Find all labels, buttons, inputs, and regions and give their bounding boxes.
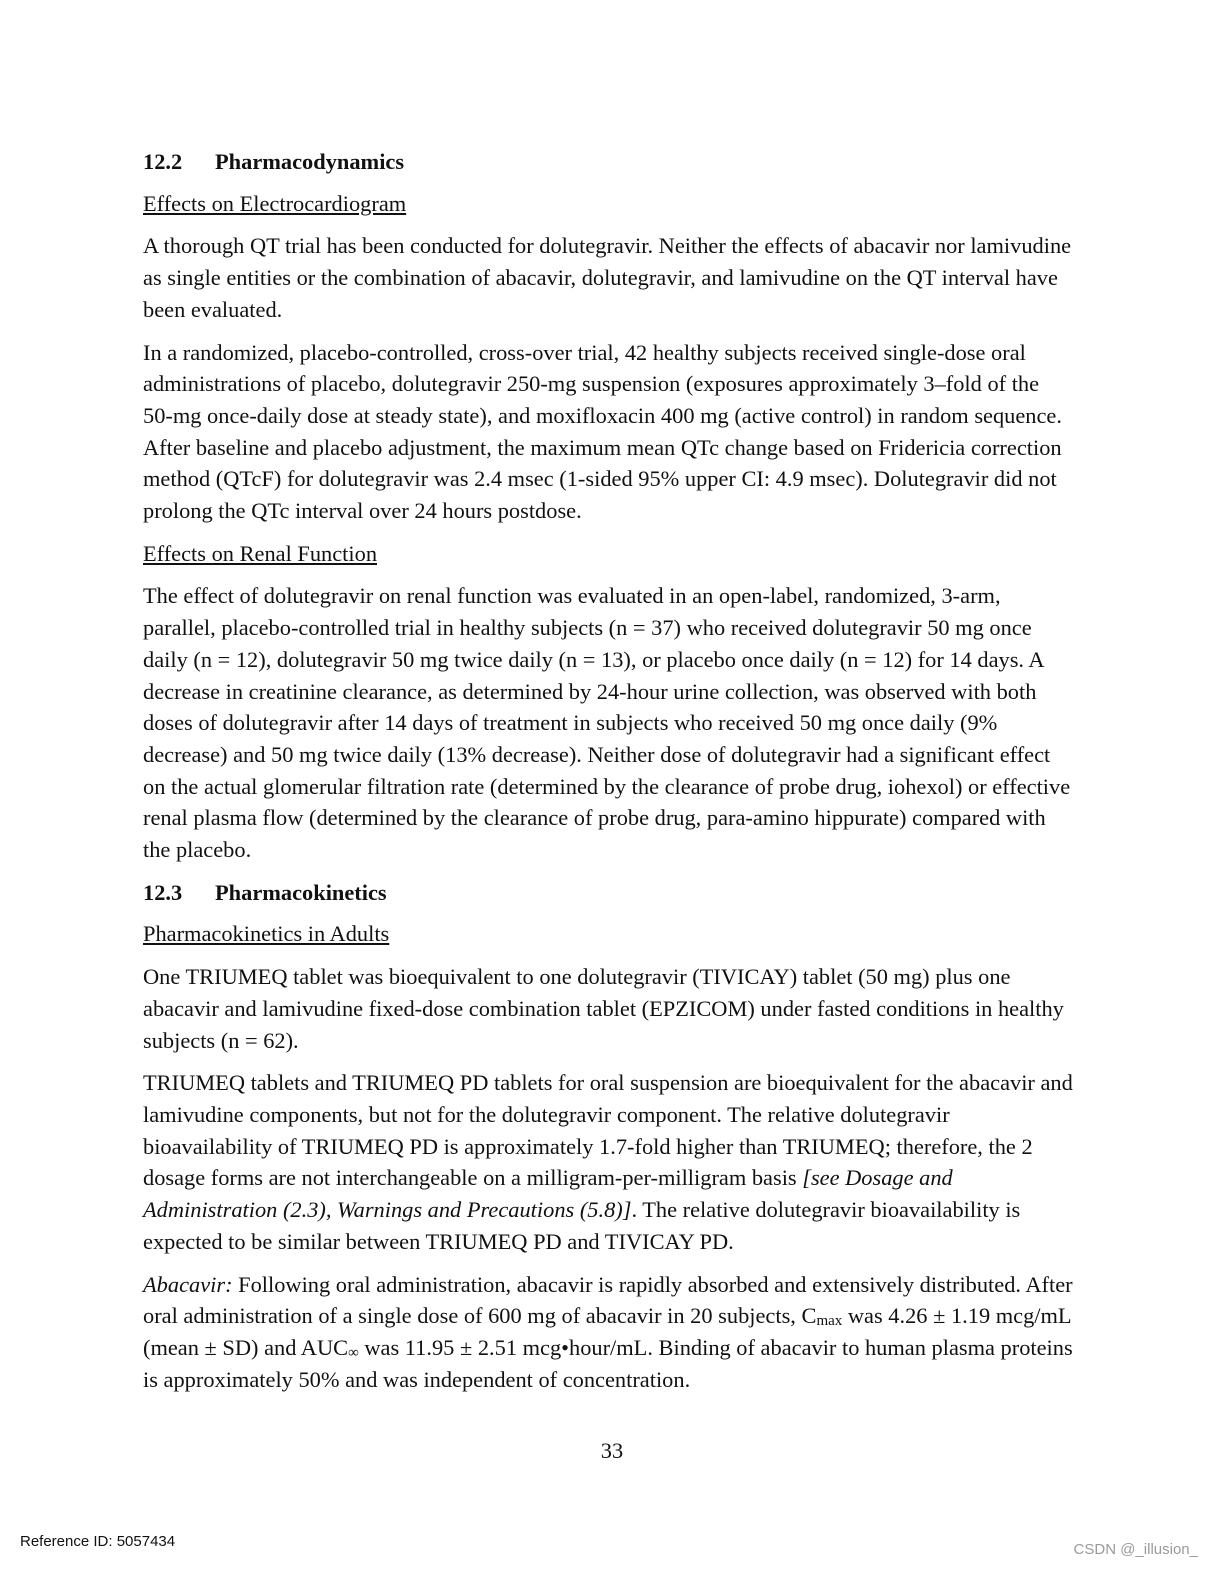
paragraph-text: . The relative dolutegravir bioavailability is expected to be similar between TRIUMEQ PD and TIVICAY PD. bbox=[143, 1197, 1021, 1254]
subheading-pk-adults: Pharmacokinetics in Adults bbox=[143, 921, 390, 947]
drug-label-abacavir: Abacavir: bbox=[143, 1271, 233, 1297]
section-number: 12.2 bbox=[143, 149, 183, 174]
paragraph-renal-1: The effect of dolutegravir on renal function was evaluated in an open-label, randomized, 3-arm, parallel, placebo-controlled trial in healthy subjects (n = 37) who received dolutegravir 50 mg once daily (n = 12), dolutegravir 50 mg twice daily (n = 13), or placebo once daily (n = 12) for 14 days. A decrease in creatinine clearance, as determined by 24-hour urine collection, was observed with both doses of dolutegravir after 14 days of treatment in subjects who received 50 mg once daily (9% decrease) and 50 mg twice daily (13% decrease). Neither dose of dolutegravir had a significant effect on the actual glomerular filtration rate (determined by the clearance of probe drug, iohexol) or effective renal plasma flow (determined by the clearance of probe drug, para-amino hippurate) compared with the placebo. bbox=[143, 583, 1071, 863]
section-heading-12-2 bbox=[143, 146, 1073, 178]
paragraph-pk-2 bbox=[143, 1067, 1073, 1257]
paragraph-ecg-2: In a randomized, placebo-controlled, cross-over trial, 42 healthy subjects received single-dose oral administrations of placebo, dolutegravir 250-mg suspension (exposures approximately 3–fold of the 50-mg once-daily dose at steady state), and moxifloxacin 400 mg (active control) in random sequence. After baseline and placebo adjustment, the maximum mean QTc change based on Fridericia correction method (QTcF) for dolutegravir was 2.4 msec (1-sided 95% upper CI: 4.9 msec). Dolutegravir did not prolong the QTc interval over 24 hours postdose. bbox=[143, 339, 1062, 524]
watermark: CSDN @_illusion_ bbox=[1073, 1541, 1198, 1558]
infinity-subscript: ∞ bbox=[348, 1344, 359, 1361]
page-number: 33 bbox=[600, 1438, 624, 1463]
paragraph-text: was 11.95 ± 2.51 mcg•hour/mL. Binding of abacavir to human plasma proteins is approximately 50% and was independent of concentration. bbox=[143, 1334, 1073, 1392]
section-number: 12.3 bbox=[143, 879, 183, 905]
paragraph-ecg-1: A thorough QT trial has been conducted for dolutegravir. Neither the effects of abacavir nor lamivudine as single entities or the combination of abacavir, dolutegravir, and lamivudine on the QT interval have been evaluated. bbox=[143, 233, 1072, 322]
subheading-renal: Effects on Renal Function bbox=[143, 540, 378, 566]
paragraph-abacavir bbox=[143, 1269, 1073, 1396]
section-title: Pharmacodynamics bbox=[215, 149, 405, 174]
section-title: Pharmacokinetics bbox=[215, 879, 387, 905]
cross-reference: [see Dosage and Administration (2.3), Warnings and Precautions (5.8)] bbox=[143, 1165, 953, 1223]
document-body bbox=[143, 146, 1073, 1406]
paragraph-text: TRIUMEQ tablets and TRIUMEQ PD tablets for oral suspension are bioequivalent for the abacavir and lamivudine components, but not for the dolutegravir component. The relative dolutegravir bioavailability of TRIUMEQ PD is approximately 1.7-fold higher than TRIUMEQ; therefore, the 2 dosage forms are not interchangeable on a milligram-per-milligram basis bbox=[143, 1070, 1073, 1191]
section-heading-12-3 bbox=[143, 877, 1073, 909]
subheading-ecg: Effects on Electrocardiogram bbox=[143, 190, 407, 216]
cmax-subscript: max bbox=[816, 1313, 843, 1330]
paragraph-text: was 4.26 ± 1.19 mcg/mL (mean ± SD) and AUC bbox=[143, 1303, 1071, 1360]
paragraph-pk-1: One TRIUMEQ tablet was bioequivalent to one dolutegravir (TIVICAY) tablet (50 mg) plus one abacavir and lamivudine fixed-dose combination tablet (EPZICOM) under fasted conditions in healthy subjects (n = 62). bbox=[143, 964, 1064, 1053]
paragraph-text: Following oral administration, abacavir is rapidly absorbed and extensively distributed. After oral administration of a single dose of 600 mg of abacavir in 20 subjects, C bbox=[143, 1271, 1073, 1329]
reference-id: Reference ID: 5057434 bbox=[20, 1533, 176, 1550]
